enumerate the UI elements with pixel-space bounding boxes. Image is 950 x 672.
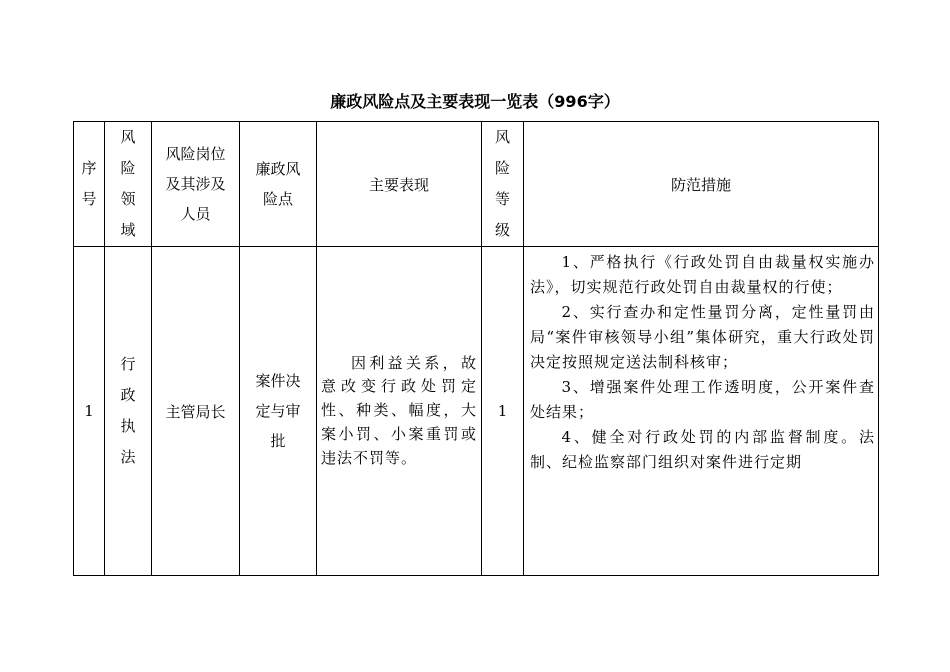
header-manifestation: 主要表现: [317, 122, 482, 247]
cell-risk-point: 案件决 定与审 批: [240, 247, 317, 576]
cell-post: 主管局长: [152, 247, 240, 576]
measure-item: 1、严格执行《行政处罚自由裁量权实施办法》，切实规范行政处罚自由裁量权的行使；: [530, 253, 875, 296]
risk-table: [73, 121, 879, 576]
header-measures: 防范措施: [524, 122, 879, 247]
measure-item: 2、实行查办和定性量罚分离，定性量罚由局“案件审核领导小组”集体研究，重大行政处罚决定按照规定送法制科核审；: [530, 303, 875, 371]
header-risk-level: 风 险 等 级: [482, 122, 524, 247]
header-post: 风险岗位 及其涉及 人员: [152, 122, 240, 247]
header-risk-point: 廉政风 险点: [240, 122, 317, 247]
cell-risk-level: 1: [482, 247, 524, 576]
document-title: 廉政风险点及主要表现一览表（996字）: [330, 92, 620, 111]
cell-risk-area: 行 政 执 法: [105, 247, 152, 576]
table-header-row: [74, 122, 879, 247]
table-row: [74, 247, 879, 576]
cell-serial: 1: [74, 247, 105, 576]
measure-item: 3、增强案件处理工作透明度，公开案件查处结果；: [530, 378, 875, 421]
cell-manifestation: 因利益关系，故意改变行政处罚定性、种类、幅度，大案小罚、小案重罚或违法不罚等。: [317, 247, 482, 576]
measure-item: 4、健全对行政处罚的内部监督制度。法制、纪检监察部门组织对案件进行定期: [530, 428, 875, 471]
header-risk-area: 风 险 领 域: [105, 122, 152, 247]
header-serial: 序 号: [74, 122, 105, 247]
cell-measures: [524, 247, 879, 576]
